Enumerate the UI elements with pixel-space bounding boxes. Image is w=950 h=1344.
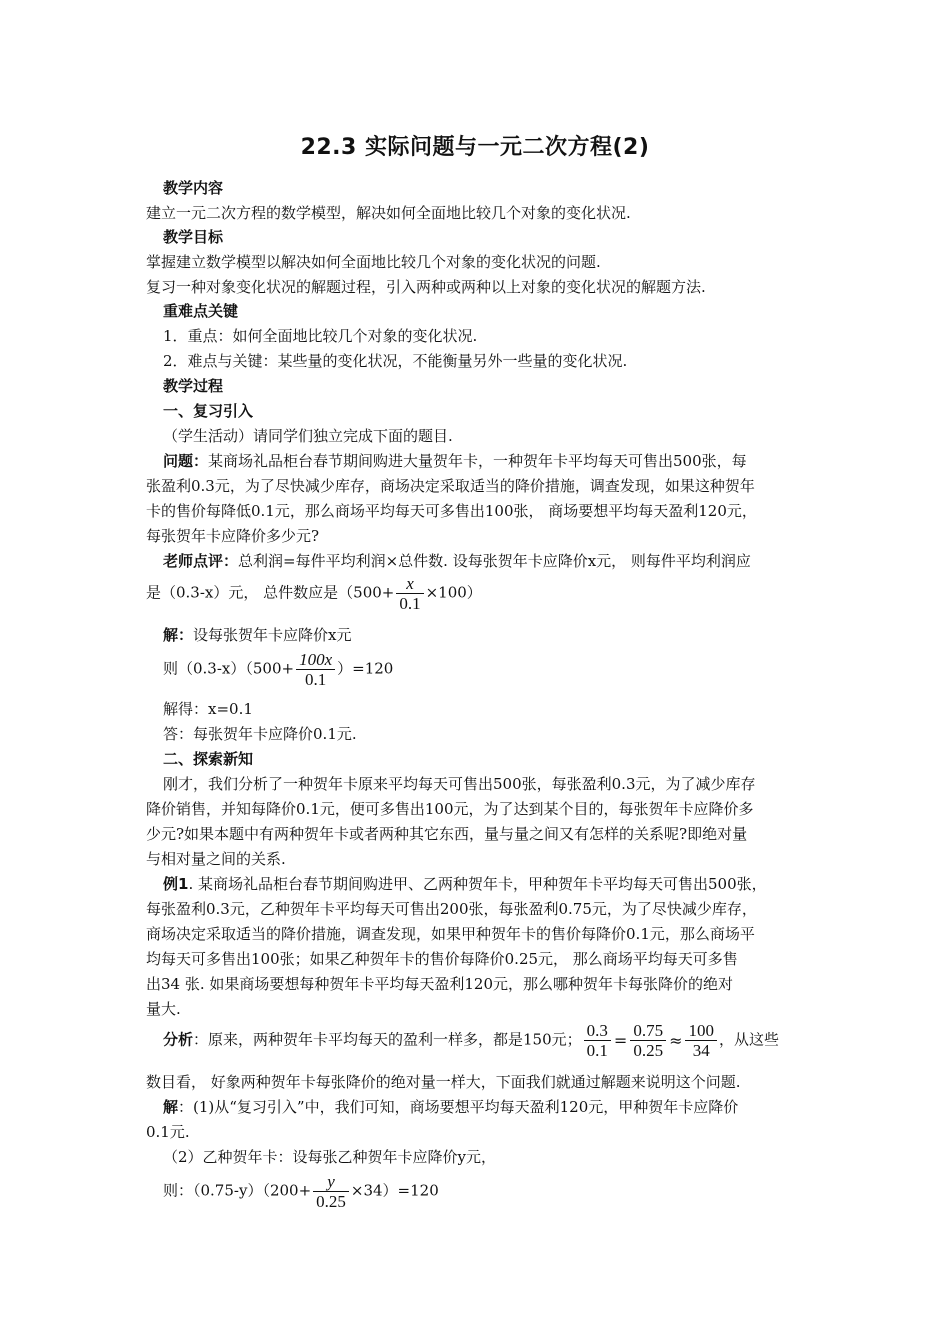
- approx-sign: ≈: [669, 1030, 683, 1050]
- comment-text-1: 总利润=每件平均利润×总件数. 设每张贺年卡应降价x元， 则每件平均利润应: [238, 552, 751, 570]
- comment-text-2: 是（0.3-x）元， 总件数应是（500+: [146, 583, 395, 602]
- solution-equation-pre: 则（0.3-x）（500+: [163, 659, 295, 678]
- comment-label: 老师点评：: [163, 552, 239, 570]
- problem-line-3: 卡的售价每降低0.1元，那么商场平均每天可多售出100张， 商场要想平均每天盈利120元，: [146, 502, 757, 520]
- key-point-1: 1．重点：如何全面地比较几个对象的变化状况.: [163, 327, 478, 345]
- example-label: 例1: [163, 875, 189, 893]
- fraction-numerator: 0.75: [630, 1021, 666, 1041]
- fraction-denominator: 0.1: [399, 594, 421, 613]
- comment-line-1: [163, 551, 751, 571]
- fraction-numerator: 100x: [299, 650, 333, 669]
- analysis-line-2: 数目看， 好象两种贺年卡每张降价的绝对量一样大，下面我们就通过解题来说明这个问题.: [146, 1073, 741, 1091]
- fraction-numerator: 100: [685, 1021, 717, 1041]
- explore-line-3: 少元?如果本题中有两种贺年卡或者两种其它东西，量与量之间又有怎样的关系呢?即绝对量: [146, 825, 748, 843]
- solution2-equation-post: ×34）=120: [350, 1181, 439, 1200]
- fraction-y-over-0.25: [313, 1172, 349, 1211]
- solution2-line-3: （2）乙种贺年卡：设每张乙种贺年卡应降价y元，: [163, 1148, 497, 1166]
- problem-label: 问题：: [163, 452, 209, 470]
- comment-text-2b: ×100）: [425, 583, 482, 602]
- fraction-numerator: x: [406, 574, 414, 593]
- solution-answer: 答：每张贺年卡应降价0.1元.: [163, 725, 357, 743]
- explore-line-4: 与相对量之间的关系.: [146, 850, 286, 868]
- fraction-numerator: y: [327, 1172, 335, 1191]
- problem-line-4: 每张贺年卡应降价多少元?: [146, 527, 320, 545]
- solution2-line-1: [163, 1097, 738, 1117]
- equals-sign: =: [613, 1030, 628, 1050]
- heading-section-1: 一、复习引入: [163, 402, 254, 420]
- problem-text-1: 某商场礼品柜台春节期间购进大量贺年卡，一种贺年卡平均每天可售出500张，每: [208, 452, 747, 470]
- solution-equation-post: ）=120: [337, 659, 394, 678]
- heading-key-points: 重难点关键: [163, 302, 239, 320]
- solution2-text-1: ：(1)从“复习引入”中，我们可知，商场要想平均每天盈利120元，甲种贺年卡应降价: [178, 1098, 739, 1116]
- explore-line-1: 刚才，我们分析了一种贺年卡原来平均每天可售出500张，每张盈利0.3元，为了减少库存: [163, 775, 756, 793]
- example-line-5: 出34 张. 如果商场要想每种贺年卡平均每天盈利120元，那么哪种贺年卡每张降价的绝对: [146, 975, 734, 993]
- analysis-line-1: [163, 1021, 779, 1060]
- explore-line-2: 降价销售，并知每降价0.1元，便可多售出100元，为了达到某个目的，每张贺年卡应降价多: [146, 800, 754, 818]
- fraction-100x-over-0.1: [296, 650, 335, 689]
- fraction-x-over-0.1: [396, 574, 423, 613]
- fraction-0.75-over-0.25: [630, 1021, 666, 1060]
- content-text: 建立一元二次方程的数学模型，解决如何全面地比较几个对象的变化状况.: [146, 204, 631, 222]
- fraction-denominator: 0.25: [316, 1192, 346, 1211]
- problem-line-1: [163, 451, 747, 471]
- page-title: 22.3 实际问题与一元二次方程(2): [300, 135, 650, 160]
- solution-label: 解：: [163, 626, 194, 644]
- fraction-denominator: 0.1: [304, 670, 327, 689]
- fraction-denominator: 0.25: [633, 1041, 664, 1060]
- solution-line-1: [163, 625, 351, 645]
- solution2-equation: [163, 1172, 439, 1211]
- analysis-text-1: ：原来，两种贺年卡平均每天的盈利一样多，都是150元；: [193, 1030, 582, 1049]
- example-line-4: 均每天可多售出100张；如果乙种贺年卡的售价每降价0.25元， 那么商场平均每天可多售: [146, 950, 738, 968]
- objectives-line-1: 掌握建立数学模型以解决如何全面地比较几个对象的变化状况的问题.: [146, 253, 601, 271]
- example-line-2: 每张盈利0.3元，乙种贺年卡平均每天可售出200张，每张盈利0.75元，为了尽快减少库存，: [146, 900, 757, 918]
- fraction-100-over-34: [685, 1021, 717, 1060]
- example-text-1: . 某商场礼品柜台春节期间购进甲、乙两种贺年卡，甲种贺年卡平均每天可售出500张，: [188, 875, 767, 893]
- example-line-1: [163, 874, 767, 894]
- heading-section-2: 二、探索新知: [163, 750, 254, 768]
- solution-equation: [163, 650, 393, 689]
- fraction-denominator: 34: [692, 1041, 710, 1060]
- solution-text-1: 设每张贺年卡应降价x元: [193, 626, 352, 644]
- example-line-3: 商场决定采取适当的降价措施，调查发现，如果甲种贺年卡的售价每降价0.1元，那么商场平: [146, 925, 755, 943]
- problem-line-2: 张盈利0.3元，为了尽快减少库存，商场决定采取适当的降价措施，调查发现，如果这种贺年: [146, 477, 755, 495]
- heading-process: 教学过程: [163, 377, 224, 395]
- fraction-denominator: 0.1: [586, 1041, 608, 1060]
- solution-result: 解得：x=0.1: [163, 700, 253, 718]
- objectives-line-2: 复习一种对象变化状况的解题过程，引入两种或两种以上对象的变化状况的解题方法.: [146, 278, 706, 296]
- heading-objectives: 教学目标: [163, 228, 224, 246]
- fraction-0.3-over-0.1: [584, 1021, 611, 1060]
- solution2-label: 解: [163, 1098, 179, 1116]
- solution2-line-2: 0.1元.: [146, 1123, 190, 1141]
- heading-content: 教学内容: [163, 179, 224, 197]
- solution2-equation-pre: 则：（0.75-y）（200+: [163, 1181, 312, 1200]
- student-activity: （学生活动）请同学们独立完成下面的题目.: [163, 427, 453, 445]
- fraction-numerator: 0.3: [584, 1021, 611, 1041]
- analysis-text-1b: ，从这些: [718, 1030, 779, 1049]
- analysis-label: 分析: [163, 1030, 194, 1049]
- key-point-2: 2．难点与关键：某些量的变化状况，不能衡量另外一些量的变化状况.: [163, 352, 628, 370]
- example-line-6: 量大.: [146, 1000, 181, 1018]
- comment-line-2: [146, 574, 482, 613]
